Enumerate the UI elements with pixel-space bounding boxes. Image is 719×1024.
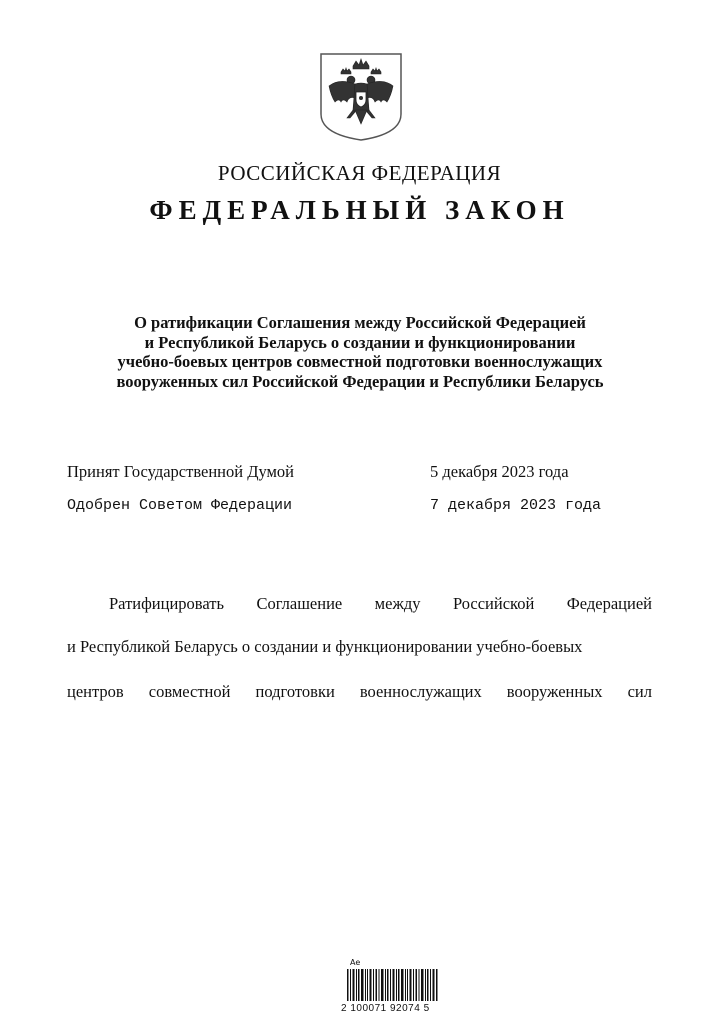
law-title-line: вооруженных сил Российской Федерации и Республики Беларусь <box>116 371 604 391</box>
law-title-line: и Республикой Беларусь о создании и функционировании <box>144 332 576 352</box>
law-title <box>60 313 660 391</box>
body-text-line: и Республикой Беларусь о создании и функционировании учебно-боевых <box>67 637 583 656</box>
body-text-line: центров совместной подготовки военнослужащих вооруженных сил <box>67 682 652 701</box>
law-title-line: учебно-боевых центров совместной подготовки военнослужащих <box>117 352 603 371</box>
duma-adoption-date: 5 декабря 2023 года <box>430 462 569 481</box>
duma-adoption-label: Принят Государственной Думой <box>67 462 295 481</box>
council-approval-date: 7 декабря 2023 года <box>430 497 602 514</box>
barcode-mark: Ae <box>350 958 361 967</box>
council-approval-label: Одобрен Советом Федерации <box>67 497 293 514</box>
coat-of-arms-emblem <box>319 52 403 142</box>
country-heading: РОССИЙСКАЯ ФЕДЕРАЦИЯ <box>217 161 502 185</box>
barcode-number: 2 100071 92074 5 <box>341 1003 430 1014</box>
law-title-line: О ратификации Соглашения между Российской Федерацией <box>134 313 586 332</box>
body-text-line: Ратифицировать Соглашение между Российской Федерацией <box>109 594 652 613</box>
document-type-heading: ФЕДЕРАЛЬНЫЙ ЗАКОН <box>149 195 570 225</box>
barcode-graphic <box>347 969 439 1001</box>
